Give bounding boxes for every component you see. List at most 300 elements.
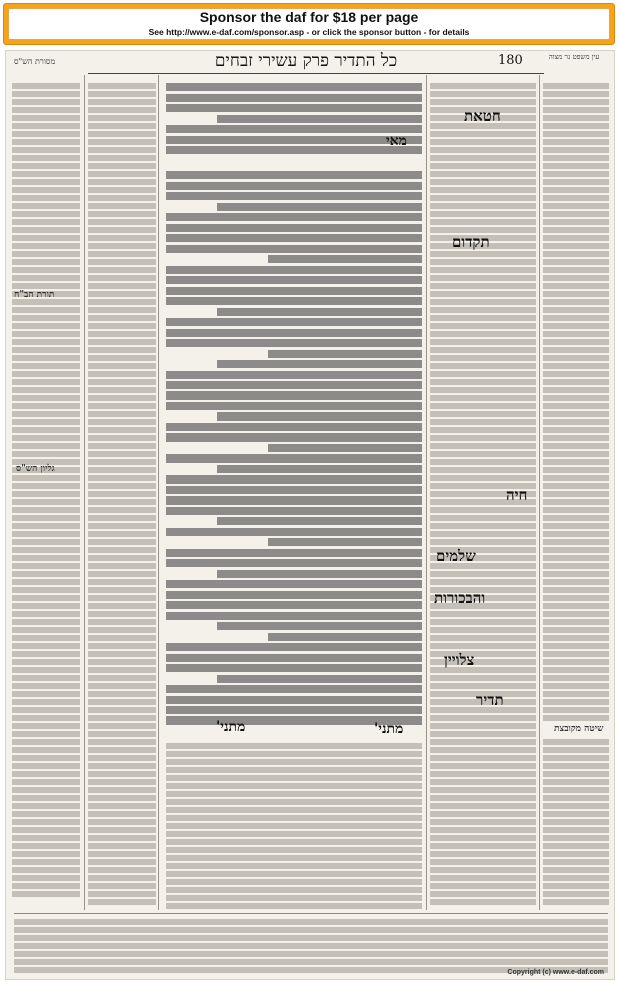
text-line <box>166 696 422 704</box>
text-line <box>12 187 80 193</box>
text-line <box>12 659 80 665</box>
text-line <box>88 355 156 361</box>
text-line <box>166 743 422 749</box>
text-line <box>12 627 80 633</box>
text-line <box>543 371 609 377</box>
text-line <box>88 571 156 577</box>
mishnah-word-lower: מתני' <box>216 719 246 735</box>
text-line <box>430 195 536 201</box>
text-line <box>12 147 80 153</box>
text-line <box>430 171 536 177</box>
text-line <box>88 363 156 369</box>
text-line <box>12 403 80 409</box>
text-line <box>430 315 536 321</box>
text-line <box>88 147 156 153</box>
text-line <box>12 243 80 249</box>
text-line <box>88 107 156 113</box>
text-line <box>543 579 609 585</box>
page-number: 180 <box>498 53 523 68</box>
text-line <box>88 843 156 849</box>
text-line <box>166 643 422 651</box>
text-line <box>166 706 422 714</box>
text-line <box>12 867 80 873</box>
text-line <box>543 299 609 305</box>
text-line <box>430 755 536 761</box>
text-line <box>430 811 536 817</box>
text-line <box>543 523 609 529</box>
text-line <box>12 875 80 881</box>
text-line <box>430 619 536 625</box>
text-line <box>12 379 80 385</box>
text-line <box>88 883 156 889</box>
text-line <box>166 371 422 379</box>
text-line <box>88 627 156 633</box>
tosafot-column-left <box>88 81 156 906</box>
text-line <box>12 723 80 729</box>
text-line <box>430 635 536 641</box>
text-line <box>543 187 609 193</box>
rashi-heading-4: שלמים <box>436 547 476 565</box>
text-line <box>543 203 609 209</box>
text-line <box>12 115 80 121</box>
text-line <box>88 347 156 353</box>
text-line <box>88 747 156 753</box>
text-line <box>543 611 609 617</box>
text-line <box>12 179 80 185</box>
text-line <box>543 811 609 817</box>
text-line <box>430 331 536 337</box>
text-line <box>12 411 80 417</box>
text-line <box>12 539 80 545</box>
sponsor-button[interactable] <box>8 8 610 40</box>
text-line <box>12 99 80 105</box>
text-line <box>543 851 609 857</box>
text-line <box>12 363 80 369</box>
column-divider <box>539 75 540 910</box>
text-line <box>430 531 536 537</box>
text-line <box>12 747 80 753</box>
text-line <box>88 523 156 529</box>
text-line <box>166 213 422 221</box>
text-line <box>166 664 422 672</box>
text-line <box>543 507 609 513</box>
text-line <box>12 891 80 897</box>
text-line <box>88 115 156 121</box>
text-line <box>543 899 609 905</box>
text-line <box>166 423 422 431</box>
text-line <box>543 283 609 289</box>
text-line <box>12 395 80 401</box>
text-line <box>12 571 80 577</box>
text-line <box>543 99 609 105</box>
text-line <box>166 903 422 909</box>
column-divider <box>158 75 159 910</box>
text-line <box>430 155 536 161</box>
text-line <box>88 899 156 905</box>
text-line <box>88 315 156 321</box>
text-line <box>543 595 609 601</box>
text-line <box>430 803 536 809</box>
text-line <box>166 863 422 869</box>
text-line <box>88 371 156 377</box>
text-line <box>543 379 609 385</box>
text-line <box>14 919 608 925</box>
text-line <box>543 635 609 641</box>
text-line <box>166 276 422 284</box>
text-line <box>88 635 156 641</box>
text-line <box>430 683 536 689</box>
text-line <box>88 507 156 513</box>
text-line <box>217 115 422 123</box>
text-line <box>14 951 608 957</box>
text-line <box>88 731 156 737</box>
text-line <box>88 867 156 873</box>
rashi-heading-3: חיה <box>506 486 528 504</box>
text-line <box>14 935 608 941</box>
text-line <box>430 859 536 865</box>
text-line <box>166 871 422 877</box>
text-line <box>12 739 80 745</box>
text-line <box>12 219 80 225</box>
text-line <box>88 435 156 441</box>
text-line <box>543 243 609 249</box>
text-line <box>543 891 609 897</box>
text-line <box>166 339 422 347</box>
text-line <box>543 147 609 153</box>
text-line <box>430 523 536 529</box>
text-line <box>543 195 609 201</box>
text-line <box>166 136 422 144</box>
text-line <box>543 179 609 185</box>
text-line <box>88 891 156 897</box>
text-line <box>88 587 156 593</box>
text-line <box>88 787 156 793</box>
text-line <box>12 339 80 345</box>
text-line <box>430 371 536 377</box>
text-line <box>12 883 80 889</box>
text-line <box>543 691 609 697</box>
text-line <box>12 531 80 537</box>
text-line <box>88 555 156 561</box>
text-line <box>88 531 156 537</box>
text-line <box>88 395 156 401</box>
text-line <box>430 779 536 785</box>
text-line <box>430 339 536 345</box>
text-line <box>88 811 156 817</box>
text-line <box>543 363 609 369</box>
text-line <box>430 147 536 153</box>
text-line <box>543 475 609 481</box>
text-line <box>430 443 536 449</box>
text-line <box>543 603 609 609</box>
text-line <box>166 391 422 399</box>
text-line <box>88 299 156 305</box>
text-line <box>88 827 156 833</box>
text-line <box>166 234 422 242</box>
text-line <box>166 224 422 232</box>
text-line <box>88 139 156 145</box>
text-line <box>430 875 536 881</box>
text-line <box>166 125 422 133</box>
text-line <box>12 795 80 801</box>
text-line <box>12 587 80 593</box>
text-line <box>12 275 80 281</box>
text-line <box>543 395 609 401</box>
text-line <box>12 91 80 97</box>
text-line <box>88 187 156 193</box>
text-line <box>430 187 536 193</box>
text-line <box>12 347 80 353</box>
mishnah-word: מתני' <box>374 721 404 737</box>
text-line <box>12 475 80 481</box>
text-line <box>217 308 422 316</box>
text-line <box>430 611 536 617</box>
header-right-label: עין משפט נר מצוה <box>548 53 600 61</box>
text-line <box>12 595 80 601</box>
text-line <box>430 179 536 185</box>
text-line <box>166 104 422 112</box>
text-line <box>430 291 536 297</box>
text-line <box>430 539 536 545</box>
text-line <box>12 731 80 737</box>
text-line <box>430 275 536 281</box>
text-line <box>88 379 156 385</box>
text-line <box>166 751 422 757</box>
text-line <box>217 517 422 525</box>
text-line <box>430 747 536 753</box>
text-line <box>543 171 609 177</box>
text-line <box>12 259 80 265</box>
text-line <box>543 867 609 873</box>
text-line <box>430 867 536 873</box>
text-line <box>430 515 536 521</box>
text-line <box>430 723 536 729</box>
text-line <box>88 91 156 97</box>
text-line <box>430 379 536 385</box>
text-line <box>166 839 422 845</box>
text-line <box>430 203 536 209</box>
text-line <box>88 259 156 265</box>
text-line <box>12 427 80 433</box>
text-line <box>543 155 609 161</box>
text-line <box>543 875 609 881</box>
text-line <box>12 787 80 793</box>
text-line <box>166 549 422 557</box>
text-line <box>12 675 80 681</box>
text-line <box>543 707 609 713</box>
text-line <box>430 283 536 289</box>
text-line <box>88 83 156 89</box>
text-line <box>543 795 609 801</box>
text-line <box>268 444 422 452</box>
sponsor-title: Sponsor the daf for $18 per page <box>199 9 419 25</box>
text-line <box>88 195 156 201</box>
text-line <box>166 171 422 179</box>
text-line <box>88 795 156 801</box>
text-line <box>166 831 422 837</box>
text-line <box>12 139 80 145</box>
text-line <box>543 387 609 393</box>
text-line <box>430 99 536 105</box>
text-line <box>430 427 536 433</box>
footnote-rule <box>14 913 608 914</box>
text-line <box>88 123 156 129</box>
text-line <box>12 83 80 89</box>
text-line <box>88 163 156 169</box>
text-line <box>88 755 156 761</box>
text-line <box>88 427 156 433</box>
text-line <box>543 587 609 593</box>
mesoret-hashas-column <box>12 81 80 901</box>
text-line <box>166 329 422 337</box>
text-line <box>12 227 80 233</box>
text-line <box>543 315 609 321</box>
text-line <box>12 643 80 649</box>
rashi-heading-7: תדיר <box>476 691 504 709</box>
text-line <box>88 467 156 473</box>
text-line <box>430 83 536 89</box>
text-line <box>12 163 80 169</box>
text-line <box>88 235 156 241</box>
text-line <box>88 451 156 457</box>
text-line <box>88 611 156 617</box>
text-line <box>543 643 609 649</box>
text-line <box>12 635 80 641</box>
text-line <box>12 611 80 617</box>
text-line <box>166 887 422 893</box>
text-line <box>88 411 156 417</box>
text-line <box>166 496 422 504</box>
text-line <box>88 715 156 721</box>
text-line <box>543 291 609 297</box>
sponsor-link[interactable]: See http://www.e-daf.com/sponsor.asp - or click the sponsor button - for details <box>148 27 470 37</box>
text-line <box>543 267 609 273</box>
text-line <box>430 403 536 409</box>
rashi-heading-5: והבכורות <box>434 589 486 607</box>
text-line <box>166 807 422 813</box>
text-line <box>166 454 422 462</box>
text-line <box>12 563 80 569</box>
text-line <box>12 819 80 825</box>
text-line <box>12 235 80 241</box>
text-line <box>12 315 80 321</box>
header-rule <box>88 73 544 74</box>
text-line <box>166 475 422 483</box>
footnotes-block <box>14 917 608 973</box>
text-line <box>166 559 422 567</box>
text-line <box>12 331 80 337</box>
text-line <box>543 259 609 265</box>
text-line <box>12 323 80 329</box>
text-line <box>268 255 422 263</box>
text-line <box>543 307 609 313</box>
text-line <box>88 875 156 881</box>
text-line <box>430 891 536 897</box>
text-line <box>166 182 422 190</box>
text-line <box>430 355 536 361</box>
text-line <box>12 499 80 505</box>
text-line <box>543 459 609 465</box>
text-line <box>217 360 422 368</box>
text-line <box>543 107 609 113</box>
text-line <box>88 643 156 649</box>
text-line <box>543 859 609 865</box>
text-line <box>166 879 422 885</box>
text-line <box>543 355 609 361</box>
text-line <box>543 251 609 257</box>
text-line <box>166 767 422 773</box>
text-line <box>430 91 536 97</box>
text-line <box>543 467 609 473</box>
text-line <box>166 895 422 901</box>
text-line <box>12 859 80 865</box>
text-line <box>166 654 422 662</box>
text-line <box>166 847 422 853</box>
text-line <box>88 419 156 425</box>
text-line <box>543 667 609 673</box>
text-line <box>430 475 536 481</box>
header-left-label: מסורת הש"ס <box>14 57 56 66</box>
text-line <box>88 443 156 449</box>
gemara-main-block <box>166 169 422 729</box>
text-line <box>166 815 422 821</box>
text-line <box>88 803 156 809</box>
text-line <box>12 547 80 553</box>
text-line <box>12 603 80 609</box>
text-line <box>543 91 609 97</box>
column-divider <box>426 75 427 910</box>
text-line <box>12 667 80 673</box>
text-line <box>166 287 422 295</box>
text-line <box>88 667 156 673</box>
text-line <box>543 515 609 521</box>
text-line <box>14 959 608 965</box>
text-line <box>430 571 536 577</box>
text-line <box>12 267 80 273</box>
text-line <box>543 755 609 761</box>
text-line <box>430 411 536 417</box>
text-line <box>12 211 80 217</box>
text-line <box>88 403 156 409</box>
text-line <box>543 547 609 553</box>
text-line <box>12 851 80 857</box>
text-line <box>88 99 156 105</box>
text-line <box>12 251 80 257</box>
text-line <box>88 603 156 609</box>
text-line <box>12 619 80 625</box>
text-line <box>166 433 422 441</box>
text-line <box>430 259 536 265</box>
text-line <box>543 763 609 769</box>
text-line <box>543 275 609 281</box>
text-line <box>12 203 80 209</box>
margin-label-3: שיטה מקובצת <box>554 724 604 734</box>
sponsor-banner[interactable] <box>3 3 615 45</box>
text-line <box>166 855 422 861</box>
text-line <box>88 707 156 713</box>
text-line <box>543 715 609 721</box>
text-line <box>543 219 609 225</box>
text-line <box>430 387 536 393</box>
text-line <box>166 783 422 789</box>
text-line <box>12 451 80 457</box>
text-line <box>543 883 609 889</box>
text-line <box>12 523 80 529</box>
text-line <box>12 707 80 713</box>
gemara-opening-word: מאי <box>386 133 407 149</box>
text-line <box>166 823 422 829</box>
text-line <box>166 791 422 797</box>
